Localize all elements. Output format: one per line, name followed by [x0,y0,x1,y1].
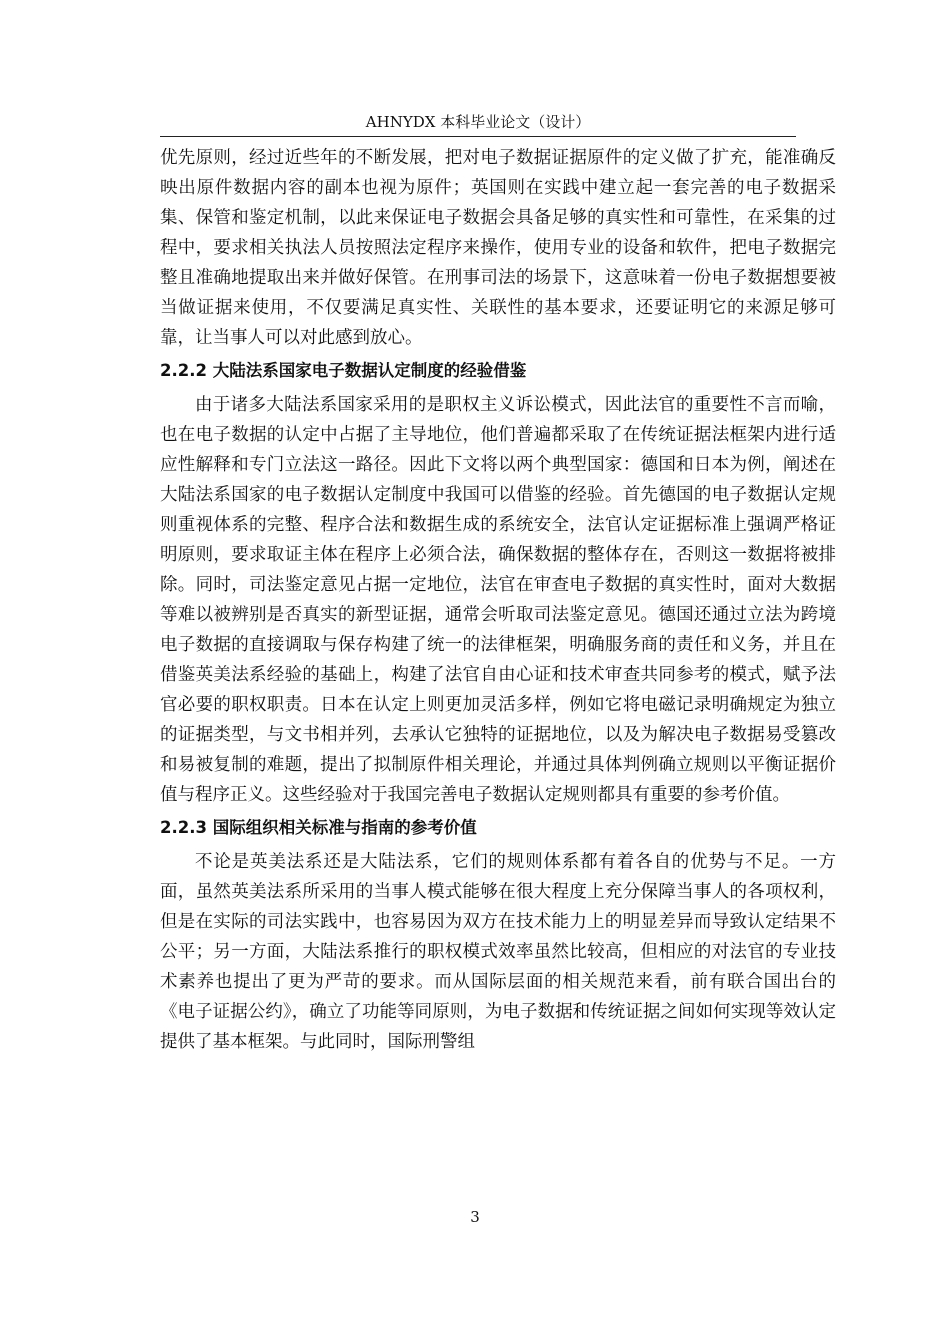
section-heading-2-2-2: 2.2.2 大陆法系国家电子数据认定制度的经验借鉴 [160,361,527,380]
paragraph-2-2-3: 不论是英美法系还是大陆法系，它们的规则体系都有着各自的优势与不足。一方面，虽然英美法系所采用的当事人模式能够在很大程度上充分保障当事人的各项权利，但是在实际的司法实践中，也容易因为双方在技术能力上的明显差异而导致认定结果不公平；另一方面，大陆法系推行的职权模式效率虽然比较高，但相应的对法官的专业技术素养也提出了更为严苛的要求。而从国际层面的相关规范来看，前有联合国出台的《电子证据公约》，确立了功能等同原则，为电子数据和传统证据之间如何实现等效认定提供了基本框架。与此同时，国际刑警组 [160,852,836,1052]
paragraph-2-2-2: 由于诸多大陆法系国家采用的是职权主义诉讼模式，因此法官的重要性不言而喻，也在电子数据的认定中占据了主导地位，他们普遍都采取了在传统证据法框架内进行适应性解释和专门立法这一路径。因此下文将以两个典型国家：德国和日本为例，阐述在大陆法系国家的电子数据认定制度中我国可以借鉴的经验。首先德国的电子数据认定规则重视体系的完整、程序合法和数据生成的系统安全，法官认定证据标准上强调严格证明原则，要求取证主体在程序上必须合法，确保数据的整体存在，否则这一数据将被排除。同时，司法鉴定意见占据一定地位，法官在审查电子数据的真实性时，面对大数据等难以被辨别是否真实的新型证据，通常会听取司法鉴定意见。德国还通过立法为跨境电子数据的直接调取与保存构建了统一的法律框架，明确服务商的责任和义务，并且在借鉴英美法系经验的基础上，构建了法官自由心证和技术审查共同参考的模式，赋予法官必要的职权职责。日本在认定上则更加灵活多样，例如它将电磁记录明确规定为独立的证据类型，与文书相并列，去承认它独特的证据地位，以及为解决电子数据易受篡改和易被复制的难题，提出了拟制原件相关理论，并通过具体判例确立规则以平衡证据价值与程序正义。这些经验对于我国完善电子数据认定规则都具有重要的参考价值。 [160,395,836,805]
header-rule [160,136,796,137]
page-number: 3 [470,1208,480,1226]
page-header: AHNYDX 本科毕业论文（设计） [365,113,591,131]
document-body [160,143,836,1057]
paragraph-continued: 优先原则，经过近些年的不断发展，把对电子数据证据原件的定义做了扩充，能准确反映出原件数据内容的副本也视为原件；英国则在实践中建立起一套完善的电子数据采集、保管和鉴定机制，以此来保证电子数据会具备足够的真实性和可靠性，在采集的过程中，要求相关执法人员按照法定程序来操作，使用专业的设备和软件，把电子数据完整且准确地提取出来并做好保管。在刑事司法的场景下，这意味着一份电子数据想要被当做证据来使用，不仅要满足真实性、关联性的基本要求，还要证明它的来源足够可靠，让当事人可以对此感到放心。 [160,148,836,348]
section-heading-2-2-3: 2.2.3 国际组织相关标准与指南的参考价值 [160,818,477,837]
